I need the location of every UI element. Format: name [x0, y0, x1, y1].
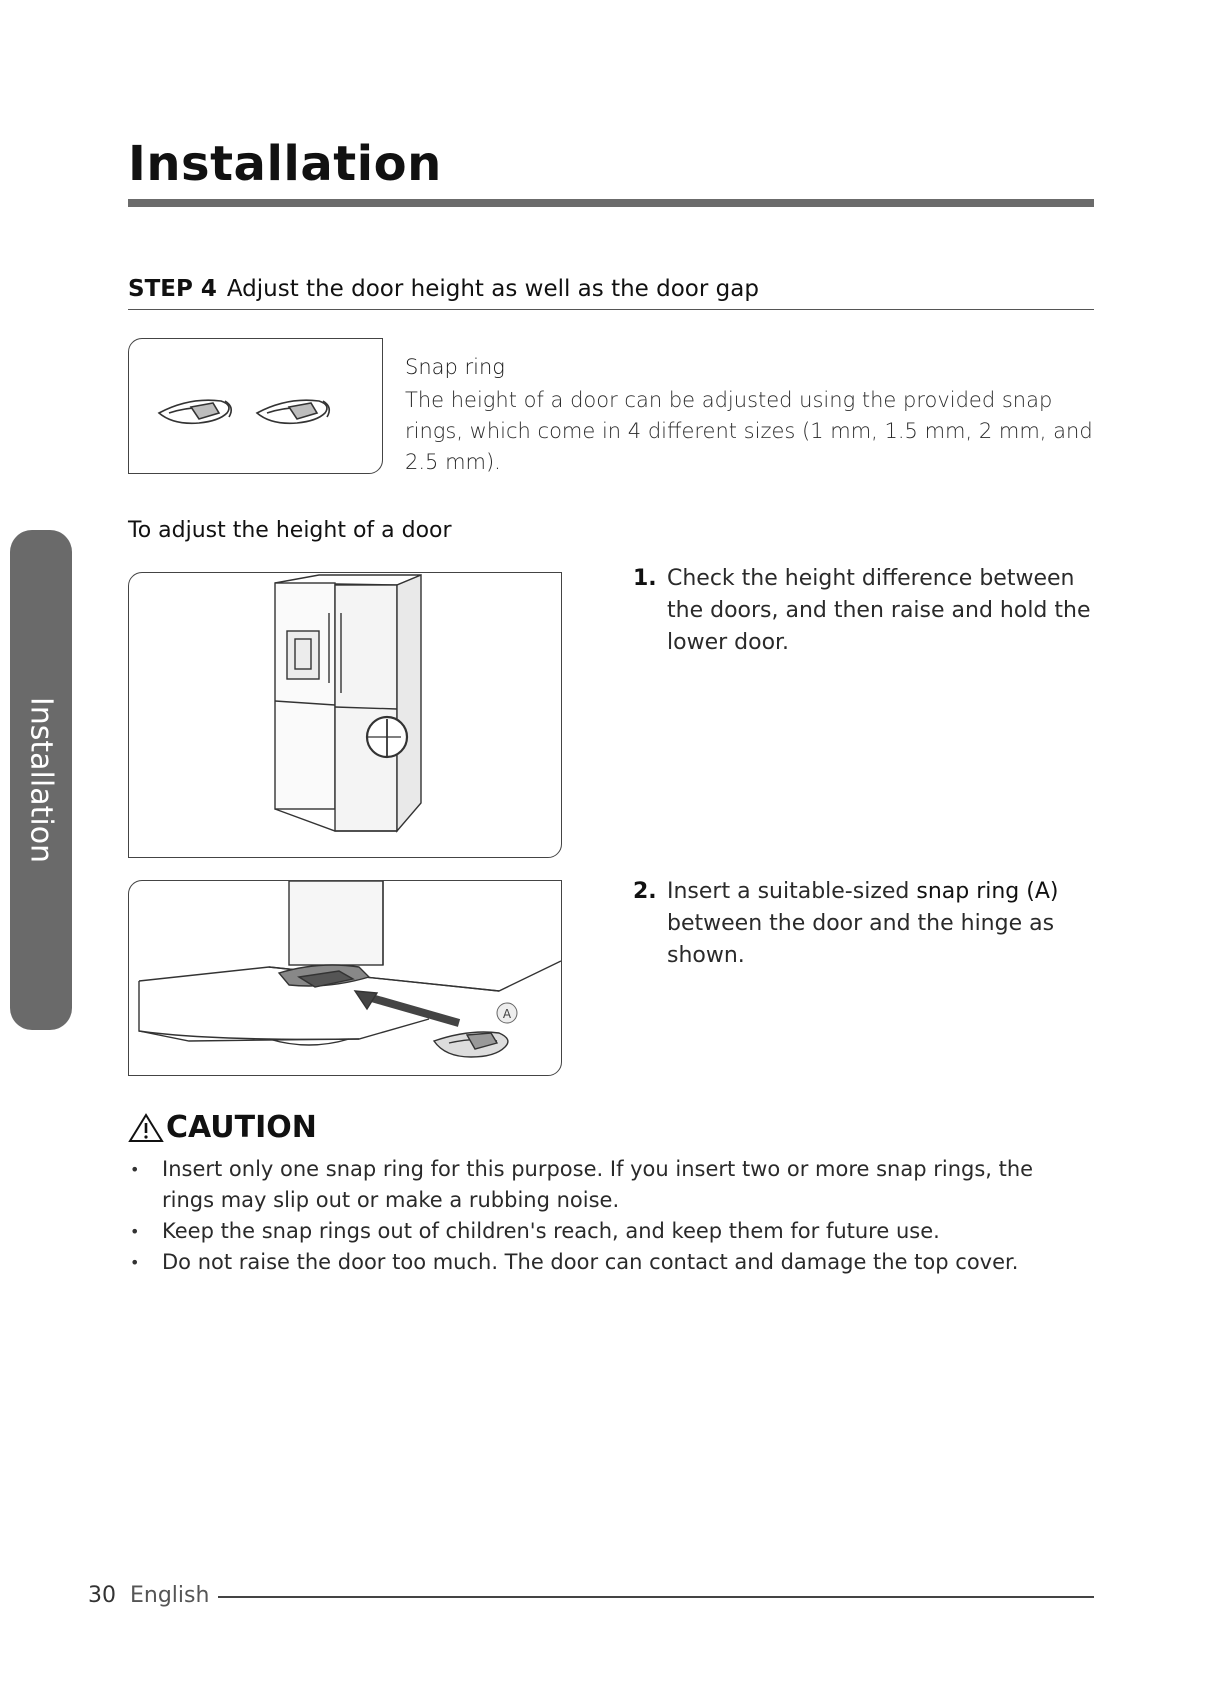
step-1-number: 1. [633, 566, 657, 591]
side-tab-label: Installation [23, 696, 59, 864]
caution-heading [128, 1110, 317, 1145]
caution-label: CAUTION [166, 1110, 317, 1145]
step-2-text-before: Insert a suitable-sized [667, 879, 917, 904]
step-1 [633, 563, 1097, 659]
side-section-tab [10, 530, 72, 1030]
snap-ring-illustration [129, 339, 382, 473]
hinge-figure [128, 880, 562, 1076]
snap-ring-description: The height of a door can be adjusted using the provided snap rings, which come in 4 different sizes (1 mm, 1.5 mm, 2 mm, and 2.5 mm). [405, 388, 1093, 474]
callout-a: A [502, 1007, 512, 1021]
step-label: STEP 4 [128, 276, 217, 302]
step-2-number: 2. [633, 879, 657, 904]
snap-ring-info [405, 352, 1095, 478]
fridge-illustration [129, 573, 561, 857]
step-2 [633, 876, 1097, 972]
page-footer [88, 1583, 209, 1608]
snap-ring-figure [128, 338, 383, 474]
caution-item: • Insert only one snap ring for this purpose. If you insert two or more snap rings, the rings may slip out or make a rubbing noise. [158, 1154, 1088, 1216]
page-number: 30 [88, 1583, 116, 1608]
step-1-text: Check the height difference between the doors, and then raise and hold the lower door. [667, 566, 1091, 655]
caution-list [158, 1154, 1088, 1278]
step-2-highlight: snap ring (A) [916, 879, 1059, 904]
fridge-figure [128, 572, 562, 858]
snap-ring-label: Snap ring [405, 355, 505, 379]
caution-item: • Keep the snap rings out of children's reach, and keep them for future use. [158, 1216, 1088, 1247]
warning-triangle-icon [128, 1112, 164, 1144]
hinge-illustration [129, 881, 561, 1075]
step-rule [128, 309, 1094, 310]
caution-item: • Do not raise the door too much. The door can contact and damage the top cover. [158, 1247, 1088, 1278]
adjust-heading: To adjust the height of a door [128, 518, 452, 543]
title-rule [128, 199, 1094, 207]
page-title: Installation [128, 136, 442, 192]
step-heading [128, 276, 759, 302]
footer-language: English [130, 1583, 210, 1608]
step-title: Adjust the door height as well as the door gap [226, 276, 759, 302]
step-2-text-after: between the door and the hinge as shown. [667, 911, 1055, 968]
footer-rule [218, 1596, 1094, 1598]
